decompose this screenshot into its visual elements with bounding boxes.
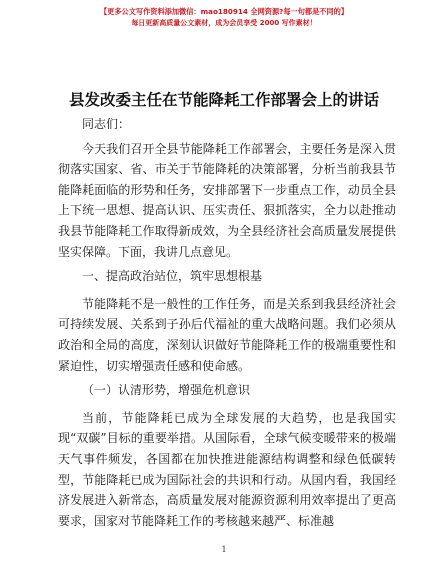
paragraph-section-1: 节能降耗不是一般性的工作任务，而是关系到我县经济社会可持续发展、关系到子孙后代福祉的重大战略问题。我们必须从政治和全局的高度，深刻认识做好节能降耗工作的极端重要性和紧迫性，切实增强责任感和使命感。 <box>58 296 396 373</box>
paragraph-opening: 今天我们召开全县节能降耗工作部署会，主要任务是深入贯彻落实国家、省、市关于节能降耗的决策部署，分析当前我县节能降耗面临的形势和任务，安排部署下一步重点工作，动员全县上下统一思想、提高认识、压实责任、狠抓落实，全力以赴推动我县节能降耗工作取得新成效，为全县经济社会高质量发展提供坚实保障。下面，我讲几点意见。 <box>58 141 396 259</box>
promo-banner <box>0 6 448 29</box>
document-body <box>58 114 396 535</box>
subsection-heading-1: （一）认清形势，增强危机意识 <box>82 383 251 398</box>
page-number: 1 <box>221 545 227 554</box>
paragraph-subsection-1: 当前，节能降耗已成为全球发展的大趋势，也是我国实现“双碳”目标的重要举措。从国际看，全球气候变暖带来的极端天气事件频发，各国都在加快推进能源结构调整和绿色低碳转型，节能降耗已成为国际社会的共识和行动。从国内看，我国经济发展进入新常态，高质量发展对能源资源利用效率提出了更高要求，国家对节能降耗工作的考核越来越严、标准越 <box>58 410 396 528</box>
promo-banner-line-1: 【更多公文写作资料添加微信：mao180914 全网资源?每一句都是不同的】 <box>99 7 349 16</box>
promo-banner-line-2: 每日更新高质量公文素材，成为会员享受 2000 写作素材！ <box>131 19 317 27</box>
section-heading-1: 一、提高政治站位，筑牢思想根基 <box>82 269 263 284</box>
greeting: 同志们： <box>82 117 131 131</box>
document-title: 县发改委主任在节能降耗工作部署会上的讲话 <box>68 91 379 109</box>
